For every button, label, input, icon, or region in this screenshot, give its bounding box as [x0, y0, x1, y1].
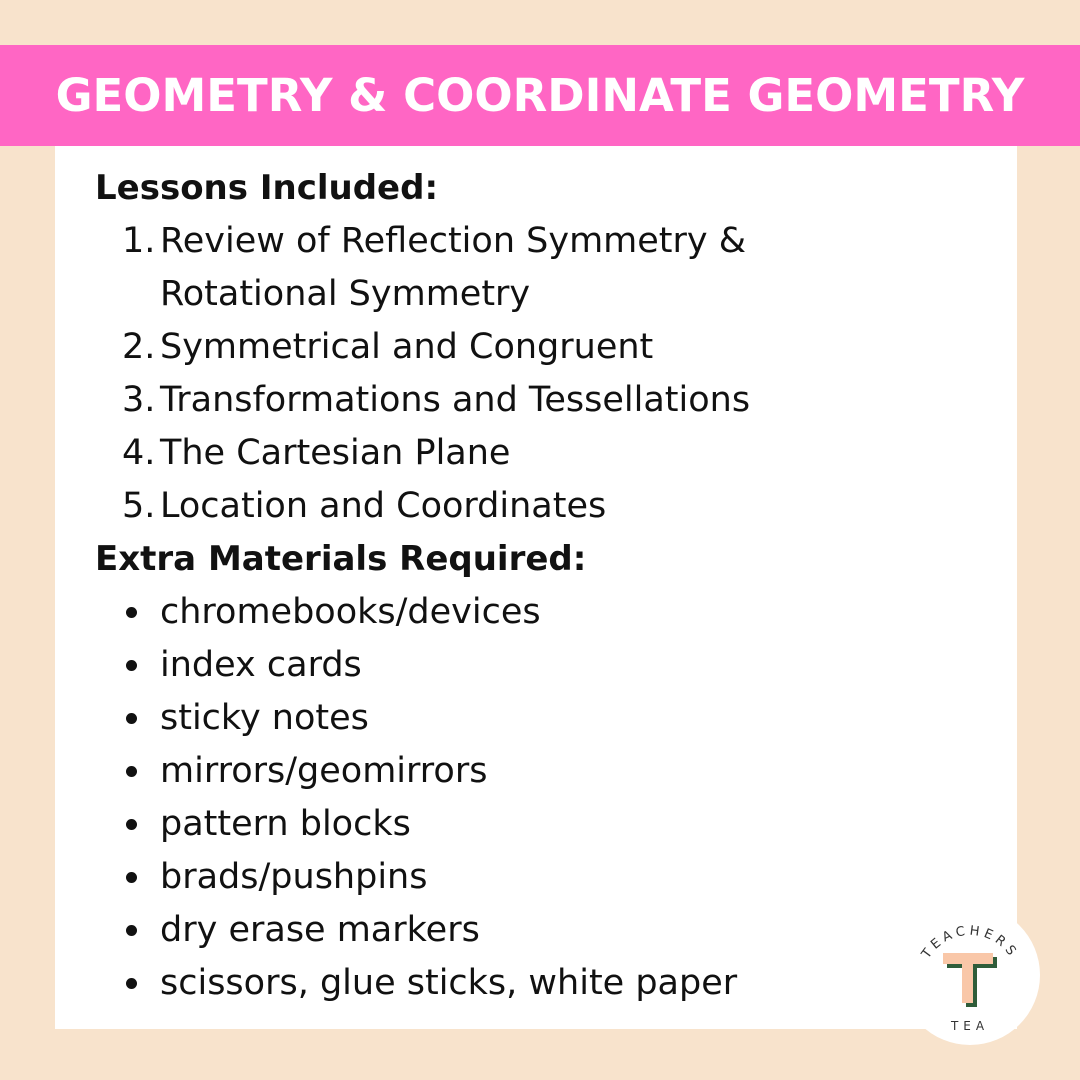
lesson-text-line: Location and Coordinates: [160, 486, 607, 526]
material-label: chromebooks/devices: [160, 592, 541, 632]
title-banner: [0, 45, 1080, 146]
lesson-item-4: [95, 427, 895, 480]
material-label: sticky notes: [160, 698, 369, 738]
lessons-heading: Lessons Included:: [95, 168, 439, 208]
lesson-text-line: Symmetrical and Congruent: [160, 327, 654, 367]
lesson-item-3: [95, 374, 895, 427]
material-label: pattern blocks: [160, 804, 411, 844]
teachers-tea-logo: [900, 905, 1040, 1045]
bullet-icon: [126, 766, 137, 777]
materials-heading: Extra Materials Required:: [95, 539, 587, 579]
lesson-number: 1.: [122, 221, 156, 261]
material-item: [95, 692, 895, 745]
lesson-text-line: Review of Reflection Symmetry &: [160, 221, 747, 261]
bullet-icon: [126, 978, 137, 989]
bullet-icon: [126, 925, 137, 936]
material-label: dry erase markers: [160, 910, 480, 950]
material-item: [95, 798, 895, 851]
content-area: [95, 162, 895, 1010]
lesson-number: 4.: [122, 433, 156, 473]
lesson-text-line: Rotational Symmetry: [160, 274, 531, 314]
material-item: [95, 851, 895, 904]
logo-bottom-text: TEA: [950, 1019, 990, 1033]
material-item: [95, 904, 895, 957]
bullet-icon: [126, 819, 137, 830]
material-label: brads/pushpins: [160, 857, 428, 897]
lesson-number: 3.: [122, 380, 156, 420]
lesson-number: 5.: [122, 486, 156, 526]
logo-letter-t: [943, 953, 997, 1007]
material-item: [95, 957, 895, 1010]
logo-top-textpath: TEACHERS: [919, 923, 1021, 962]
materials-list: [95, 586, 895, 1010]
lesson-number: 2.: [122, 327, 156, 367]
lesson-text-line: Transformations and Tessellations: [160, 380, 751, 420]
bullet-icon: [126, 713, 137, 724]
material-label: index cards: [160, 645, 362, 685]
page-title: GEOMETRY & COORDINATE GEOMETRY: [55, 69, 1025, 122]
bullet-icon: [126, 872, 137, 883]
material-item: [95, 586, 895, 639]
material-item: [95, 639, 895, 692]
lesson-text-line: The Cartesian Plane: [160, 433, 511, 473]
material-label: scissors, glue sticks, white paper: [160, 963, 738, 1003]
bullet-icon: [126, 660, 137, 671]
lesson-item-1: [95, 215, 895, 321]
material-label: mirrors/geomirrors: [160, 751, 488, 791]
material-item: [95, 745, 895, 798]
logo-graphic: [900, 905, 1040, 1045]
bullet-icon: [126, 607, 137, 618]
lesson-item-5: [95, 480, 895, 533]
lessons-list: [95, 215, 895, 533]
lesson-item-2: [95, 321, 895, 374]
